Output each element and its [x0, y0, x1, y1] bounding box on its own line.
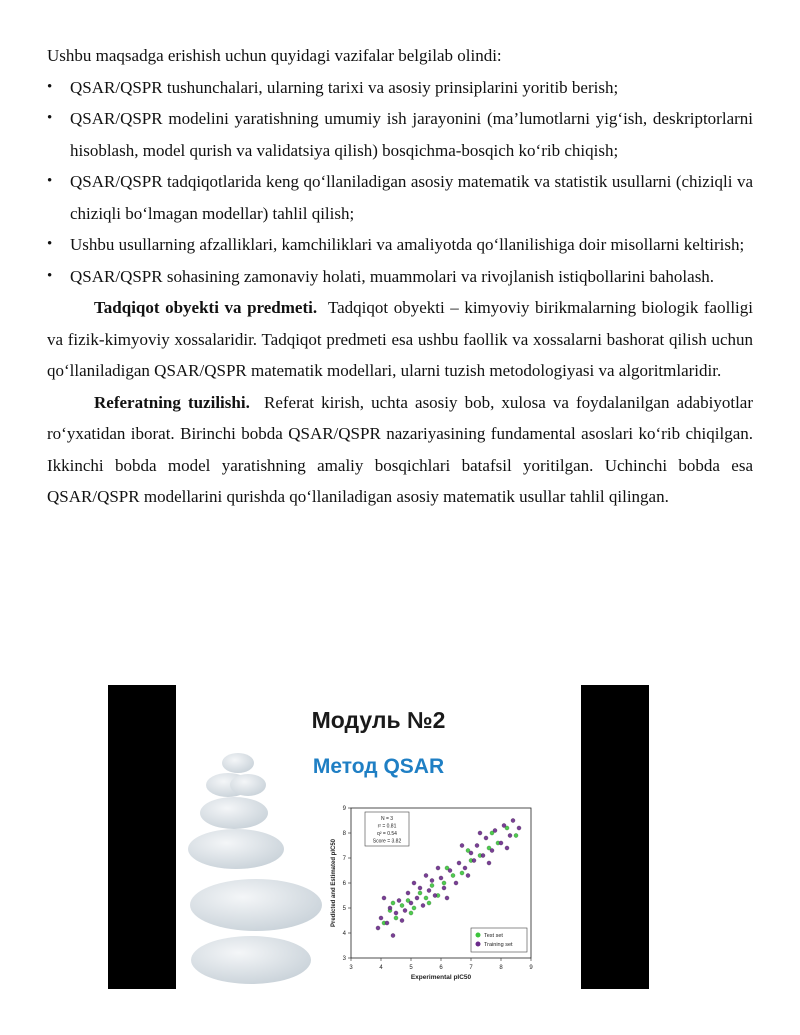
structure-text: Referat kirish, uchta asosiy bob, xulosa va foydalanilgan adabiyotlar ro‘yxatidan iborat. Birinchi bobda QSAR/QSPR nazariyasining fundamental asoslari ko‘rib chiqilgan. Ikkinchi bobda model yaratishning amaliy bosqichlari batafsil yoritilgan. Uchinchi bobda esa QSAR/QSPR modellarini qurishda qo‘llaniladigan asosiy matematik usullar tahlil qilingan.	[47, 392, 754, 506]
decorative-blobs	[176, 745, 336, 989]
task-item	[47, 261, 753, 293]
legend-label: Training set	[484, 942, 513, 948]
training-set-point	[517, 826, 521, 830]
training-set-point	[490, 848, 494, 852]
task-text: Ushbu usullarning afzalliklari, kamchiliklari va amaliyotda qo‘llanilishiga doir misollarni keltirish;	[70, 235, 745, 254]
x-tick-label: 8	[499, 965, 503, 971]
left-black-bar	[108, 685, 176, 989]
test-set-point	[409, 911, 413, 915]
y-tick-label: 8	[342, 831, 346, 837]
training-set-point	[439, 876, 443, 880]
x-tick-label: 4	[379, 965, 383, 971]
x-tick-label: 7	[469, 965, 473, 971]
object-paragraph	[47, 292, 753, 387]
test-set-point	[400, 903, 404, 907]
document-body	[47, 40, 753, 513]
stats-line: Score = 3.82	[372, 838, 402, 845]
training-set-point	[475, 843, 479, 847]
y-tick-label: 6	[342, 881, 346, 887]
test-set-point	[391, 901, 395, 905]
stats-line: N = 3	[380, 816, 394, 822]
training-set-point	[457, 861, 461, 865]
training-set-point	[409, 901, 413, 905]
training-set-point	[508, 833, 512, 837]
test-set-point	[418, 891, 422, 895]
x-tick-label: 3	[349, 965, 353, 971]
figure-subtitle: Метод QSAR	[312, 755, 445, 778]
training-set-point	[400, 918, 404, 922]
training-set-point	[445, 896, 449, 900]
training-set-point	[424, 873, 428, 877]
test-set-point	[394, 916, 398, 920]
x-tick-label: 5	[409, 965, 413, 971]
structure-paragraph	[47, 387, 753, 513]
training-set-point	[493, 828, 497, 832]
bullet-icon: •	[47, 110, 53, 126]
training-set-point	[385, 921, 389, 925]
training-set-point	[460, 843, 464, 847]
training-set-point	[418, 886, 422, 890]
stats-line: r² = 0.81	[377, 823, 397, 830]
bullet-icon: •	[47, 236, 53, 252]
training-set-point	[484, 836, 488, 840]
test-set-point	[451, 873, 455, 877]
legend-box	[471, 928, 527, 952]
training-set-point	[412, 881, 416, 885]
test-set-point	[514, 833, 518, 837]
training-set-point	[478, 831, 482, 835]
training-set-point	[430, 878, 434, 882]
x-tick-label: 9	[529, 965, 533, 971]
training-set-point	[394, 911, 398, 915]
training-set-point	[433, 893, 437, 897]
y-axis-label: Predicted and Estimated pIC50	[331, 838, 337, 928]
training-set-point	[481, 853, 485, 857]
training-set-point	[448, 868, 452, 872]
stats-line: q² = 0.54	[377, 831, 397, 837]
task-item	[47, 103, 753, 166]
test-set-point	[442, 881, 446, 885]
object-heading: Tadqiqot obyekti va predmeti.	[94, 298, 318, 317]
training-set-point	[376, 926, 380, 930]
x-axis-label: Experimental pIC50	[410, 974, 472, 981]
test-set-point	[427, 901, 431, 905]
training-set-point	[427, 888, 431, 892]
training-set-point	[403, 908, 407, 912]
bullet-icon: •	[47, 267, 53, 284]
training-set-point	[397, 898, 401, 902]
training-set-point	[511, 818, 515, 822]
training-set-point	[469, 851, 473, 855]
scatter-chart	[313, 800, 548, 988]
training-set-point	[436, 866, 440, 870]
module-figure	[108, 685, 649, 989]
training-set-point	[499, 841, 503, 845]
task-text: QSAR/QSPR tushunchalari, ularning tarixi va asosiy prinsiplarini yoritib berish;	[70, 77, 619, 97]
legend-marker	[476, 942, 481, 947]
right-black-bar	[581, 685, 649, 989]
training-set-point	[406, 891, 410, 895]
figure-title: Модуль №2	[311, 707, 446, 733]
training-set-point	[463, 866, 467, 870]
training-set-point	[391, 933, 395, 937]
training-set-point	[388, 906, 392, 910]
test-set-point	[412, 906, 416, 910]
task-list	[47, 72, 753, 293]
intro-paragraph: Ushbu maqsadga erishish uchun quyidagi vazifalar belgilab olindi:	[47, 46, 502, 65]
object-text: Tadqiqot obyekti – kimyoviy birikmalarning biologik faolligi va fizik-kimyoviy xossalaridir. Tadqiqot predmeti esa ushbu faollik va xossalarni bashorat qilish uchun qo‘llaniladigan QSAR/QSPR matematik modellari, ularni tuzish metodologiyasi va algoritmlaridir.	[47, 298, 753, 380]
task-item	[47, 229, 753, 261]
training-set-point	[466, 873, 470, 877]
training-set-point	[472, 858, 476, 862]
y-tick-label: 7	[342, 856, 346, 862]
task-text: QSAR/QSPR sohasining zamonaviy holati, muammolari va rivojlanish istiqbollarini baholash.	[70, 266, 715, 286]
structure-heading: Referatning tuzilishi.	[94, 392, 250, 412]
training-set-point	[502, 823, 506, 827]
task-text: QSAR/QSPR tadqiqotlarida keng qo‘llaniladigan asosiy matematik va statistik usullarni (chiziqli va chiziqli bo‘lmagan modellar) tahlil qilish;	[70, 172, 753, 223]
training-set-point	[454, 881, 458, 885]
bullet-icon: •	[47, 173, 53, 189]
bullet-icon: •	[47, 78, 53, 95]
legend-label: Test set	[484, 933, 503, 939]
training-set-point	[421, 903, 425, 907]
test-set-point	[430, 883, 434, 887]
training-set-point	[487, 861, 491, 865]
y-tick-label: 5	[342, 906, 346, 912]
y-tick-label: 4	[342, 931, 346, 937]
test-set-point	[424, 896, 428, 900]
task-item	[47, 166, 753, 229]
y-tick-label: 9	[342, 806, 346, 812]
legend-marker	[476, 933, 481, 938]
y-tick-label: 3	[342, 956, 346, 962]
training-set-point	[415, 896, 419, 900]
training-set-point	[379, 916, 383, 920]
task-item	[47, 72, 753, 104]
training-set-point	[505, 846, 509, 850]
test-set-point	[460, 871, 464, 875]
training-set-point	[442, 886, 446, 890]
training-set-point	[382, 896, 386, 900]
task-text: QSAR/QSPR modelini yaratishning umumiy ish jarayonini (ma’lumotlarni yig‘ish, deskriptorlarni hisoblash, model qurish va validatsiya qilish) bosqichma-bosqich ko‘rib chiqish;	[70, 109, 753, 160]
x-tick-label: 6	[439, 965, 443, 971]
